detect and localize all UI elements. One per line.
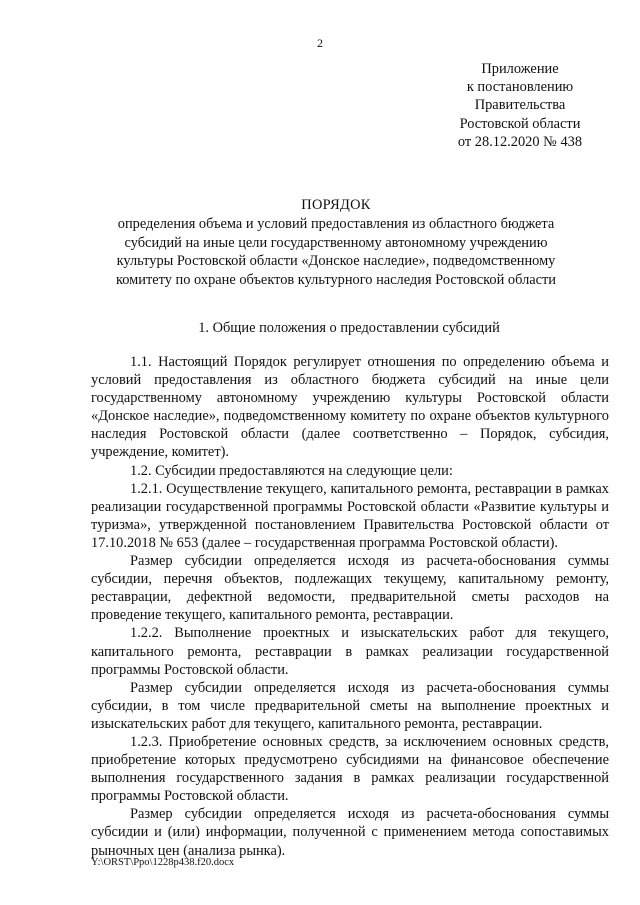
section-heading: 1. Общие положения о предоставлении субсидий: [198, 320, 500, 336]
subtitle-line: субсидий на иные цели государственному автономному учреждению: [124, 234, 548, 251]
body-text: [91, 353, 609, 860]
subtitle-line: культуры Ростовской области «Донское наследие», подведомственному: [116, 253, 556, 270]
document-subtitle: [0, 215, 640, 290]
paragraph-1-2-2: 1.2.2. Выполнение проектных и изыскательских работ для текущего, капитального ремонта, реставрации в рамках реализации государственной программы Ростовской области.: [91, 625, 609, 678]
subtitle-line: комитету по охране объектов культурного наследия Ростовской области: [115, 272, 557, 289]
page-number: 2: [317, 36, 323, 50]
appendix-line: Правительства: [474, 97, 566, 114]
paragraph-1-2-2-size: Размер субсидии определяется исходя из расчета-обоснования суммы субсидии, в том числе предварительной сметы на выполнение проектных и изыскательских работ для текущего, капитального ремонта, реставрации.: [91, 679, 609, 732]
paragraph-1-2-1: 1.2.1. Осуществление текущего, капитального ремонта, реставрации в рамках реализации государственной программы Ростовской области «Развитие культуры и туризма», утвержденной постановлением Правительства Ростовской области от 17.10.2018 № 653 (далее – государственная программа Ростовской области).: [91, 480, 609, 551]
file-path-footer: Y:\ORST\Ppo\1228p438.f20.docx: [91, 857, 235, 868]
appendix-line: Приложение: [481, 61, 559, 77]
paragraph-1-2: 1.2. Субсидии предоставляются на следующие цели:: [130, 462, 453, 479]
document-title: ПОРЯДОК: [301, 197, 371, 213]
appendix-line: Ростовской области: [459, 115, 581, 132]
paragraph-1-2-1-size: Размер субсидии определяется исходя из расчета-обоснования суммы субсидии, перечня объектов, подлежащих текущему, капитальному ремонту, реставрации, дефектной ведомости, предварительной сметы расходов на проведение текущего, капитального ремонта, реставрации.: [91, 553, 609, 624]
paragraph-1-2-3: 1.2.3. Приобретение основных средств, за исключением основных средств, приобретение которых предусмотрено субсидиями на финансовое обеспечение выполнения государственного задания в рамках реализации государственной программы Ростовской области.: [91, 733, 609, 805]
appendix-block: [420, 60, 620, 151]
paragraph-1-2-3-size: Размер субсидии определяется исходя из расчета-обоснования суммы субсидии и (или) информации, полученной с применением метода сопоставимых рыночных цен (анализа рынка).: [91, 806, 609, 859]
subtitle-line: определения объема и условий предоставления из областного бюджета: [117, 216, 555, 232]
paragraph-1-1: 1.1. Настоящий Порядок регулирует отношения по определению объема и условий предоставления из областного бюджета субсидий на иные цели государственному автономному учреждению культуры Ростовской области «Донское наследие», подведомственному комитету по охране объектов культурного наследия Ростовской области (далее соответственно – Порядок, субсидия, учреждение, комитет).: [91, 354, 609, 461]
appendix-line: от 28.12.2020 № 438: [457, 133, 583, 150]
appendix-line: к постановлению: [466, 79, 574, 96]
